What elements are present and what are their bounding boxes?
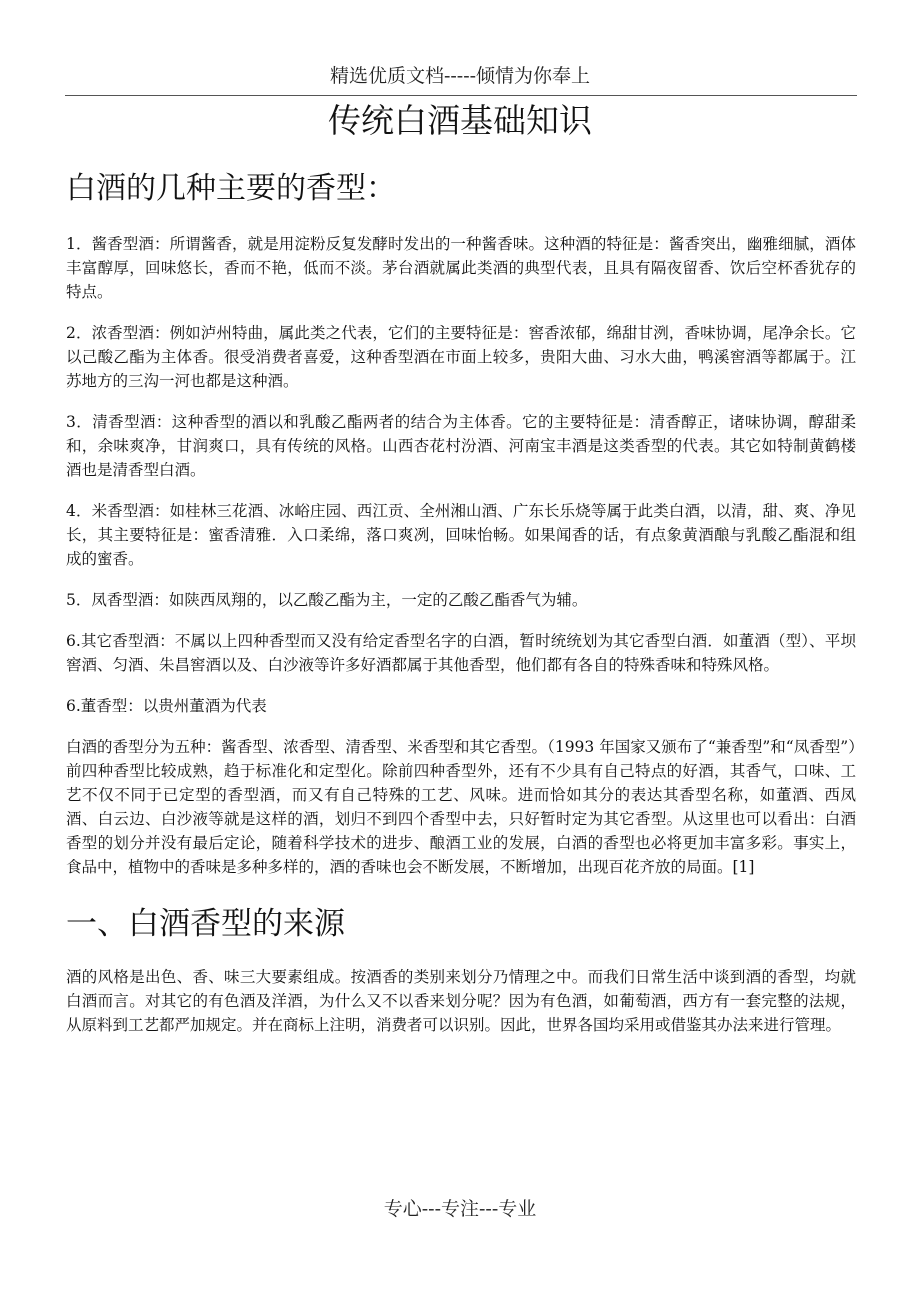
paragraph-feng-aroma: 5．凤香型酒：如陕西凤翔的，以乙酸乙酯为主，一定的乙酸乙酯香气为辅。 — [66, 591, 588, 609]
document-title: 传统白酒基础知识 — [328, 101, 592, 140]
paragraph-nong-aroma: 2．浓香型酒：例如泸州特曲，属此类之代表，它们的主要特征是：窖香浓郁，绵甜甘洌，香味协调，尾净余长。它以己酸乙酯为主体香。很受消费者喜爱，这种香型酒在市面上较多，贵阳大曲、习水大曲，鸭溪窖酒等都属于。江苏地方的三沟一河也都是这种酒。 — [66, 324, 856, 390]
paragraph-aroma-origin: 酒的风格是出色、香、味三大要素组成。按酒香的类别来划分乃情理之中。而我们日常生活中谈到酒的香型，均就白酒而言。对其它的有色酒及洋酒，为什么又不以香来划分呢？因为有色酒，如葡萄酒，西方有一套完整的法规，从原料到工艺都严加规定。并在商标上注明，消费者可以识别。因此，世界各国均采用或借鉴其办法来进行管理。 — [66, 968, 856, 1034]
document-body — [66, 166, 856, 1054]
paragraph-other-aroma: 6.其它香型酒：不属以上四种香型而又没有给定香型名字的白酒，暂时统统划为其它香型白酒．如董酒（型）、平坝窖酒、匀酒、朱昌窖酒以及、白沙液等许多好酒都属于其他香型，他们都有各自的特殊香味和特殊风格。 — [66, 632, 856, 674]
page-footer: 专心---专注---专业 — [383, 1198, 537, 1220]
paragraph-aroma-summary: 白酒的香型分为五种：酱香型、浓香型、清香型、米香型和其它香型。（1993 年国家又颁布了“兼香型”和“凤香型”）前四种香型比较成熟，趋于标准化和定型化。除前四种香型外，还有不少具有自己特点的好酒，其香气，口味、工艺不仅不同于已定型的香型酒，而又有自己特殊的工艺、风味。进而恰如其分的表达其香型名称，如董酒、西凤酒、白云边、白沙液等就是这样的酒，划归不到四个香型中去，只好暂时定为其它香型。从这里也可以看出：白酒香型的划分并没有最后定论，随着科学技术的进步、酿酒工业的发展，白酒的香型也必将更加丰富多彩。事实上，食品中，植物中的香味是多种多样的，酒的香味也会不断发展，不断增加，出现百花齐放的局面。[1] — [66, 738, 856, 876]
paragraph-jiang-aroma: 1．酱香型酒：所谓酱香，就是用淀粉反复发酵时发出的一种酱香味。这种酒的特征是：酱香突出，幽雅细腻，酒体丰富醇厚，回味悠长，香而不艳，低而不淡。茅台酒就属此类酒的典型代表，且具有隔夜留香、饮后空杯香犹存的特点。 — [66, 235, 856, 301]
page-header: 精选优质文档-----倾情为你奉上 — [329, 65, 591, 87]
paragraph-qing-aroma: 3．清香型酒：这种香型的酒以和乳酸乙酯两者的结合为主体香。它的主要特征是：清香醇正，诸味协调，醇甜柔和，余味爽净，甘润爽口，具有传统的风格。山西杏花村汾酒、河南宝丰酒是这类香型的代表。其它如特制黄鹤楼酒也是清香型白酒。 — [66, 413, 856, 479]
section-heading-aroma-types: 白酒的几种主要的香型： — [66, 171, 396, 206]
section-heading-aroma-origin: 一、白酒香型的来源 — [66, 906, 345, 942]
paragraph-dong-aroma: 6.董香型：以贵州董酒为代表 — [66, 697, 267, 715]
paragraph-mi-aroma: 4．米香型酒：如桂林三花酒、冰峪庄园、西江贡、全州湘山酒、广东长乐烧等属于此类白酒，以清，甜、爽、净见长，其主要特征是：蜜香清雅．入口柔绵，落口爽冽，回味怡畅。如果闻香的话，有点象黄酒酿与乳酸乙酯混和组成的蜜香。 — [66, 502, 856, 568]
header-divider — [65, 95, 857, 96]
